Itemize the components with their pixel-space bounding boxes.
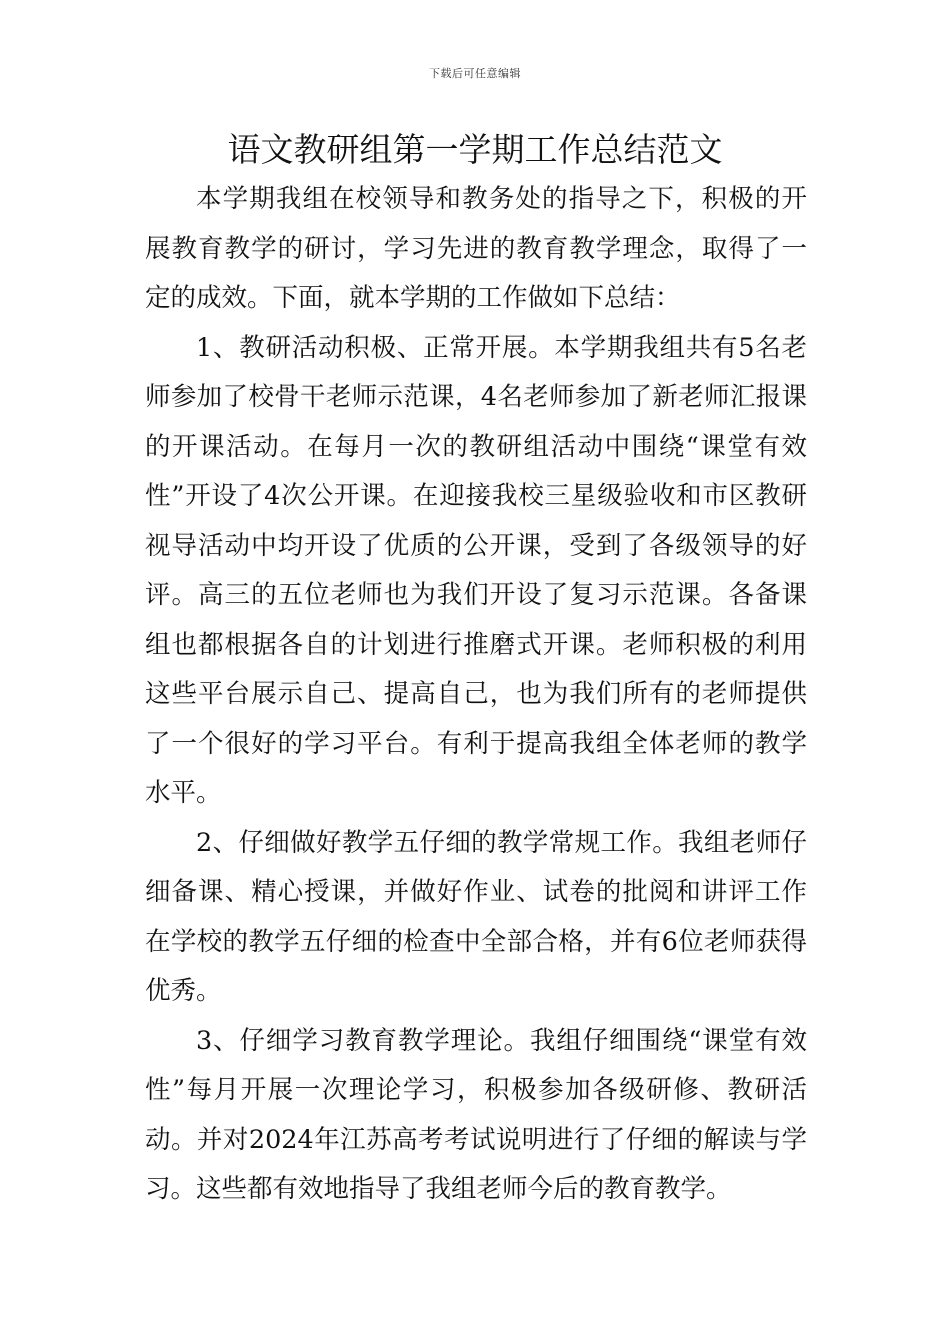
download-note: 下载后可任意编辑 <box>429 67 521 80</box>
section-2-paragraph: 2、仔细做好教学五仔细的教学常规工作。我组老师仔细备课、精心授课，并做好作业、试卷的批阅和讲评工作在学校的教学五仔细的检查中全部合格，并有6位老师获得优秀。 <box>145 827 807 1006</box>
document-body <box>145 175 807 1215</box>
document-title: 语文教研组第一学期工作总结范文 <box>227 130 723 169</box>
section-3-paragraph: 3、仔细学习教育教学理论。我组仔细围绕“课堂有效性”每月开展一次理论学习，积极参加各级研修、教研活动。并对2024年江苏高考考试说明进行了仔细的解读与学习。这些都有效地指导了我组老师今后的教育教学。 <box>145 1025 807 1204</box>
intro-paragraph: 本学期我组在校领导和教务处的指导之下，积极的开展教育教学的研讨，学习先进的教育教学理念，取得了一定的成效。下面，就本学期的工作做如下总结： <box>145 184 807 313</box>
section-1-paragraph: 1、教研活动积极、正常开展。本学期我组共有5名老师参加了校骨干老师示范课，4名老师参加了新老师汇报课的开课活动。在每月一次的教研组活动中围绕“课堂有效性”开设了4次公开课。在迎接我校三星级验收和市区教研视导活动中均开设了优质的公开课，受到了各级领导的好评。高三的五位老师也为我们开设了复习示范课。各备课组也都根据各自的计划进行推磨式开课。老师积极的利用这些平台展示自己、提高自己，也为我们所有的老师提供了一个很好的学习平台。有利于提高我组全体老师的教学水平。 <box>145 332 807 808</box>
